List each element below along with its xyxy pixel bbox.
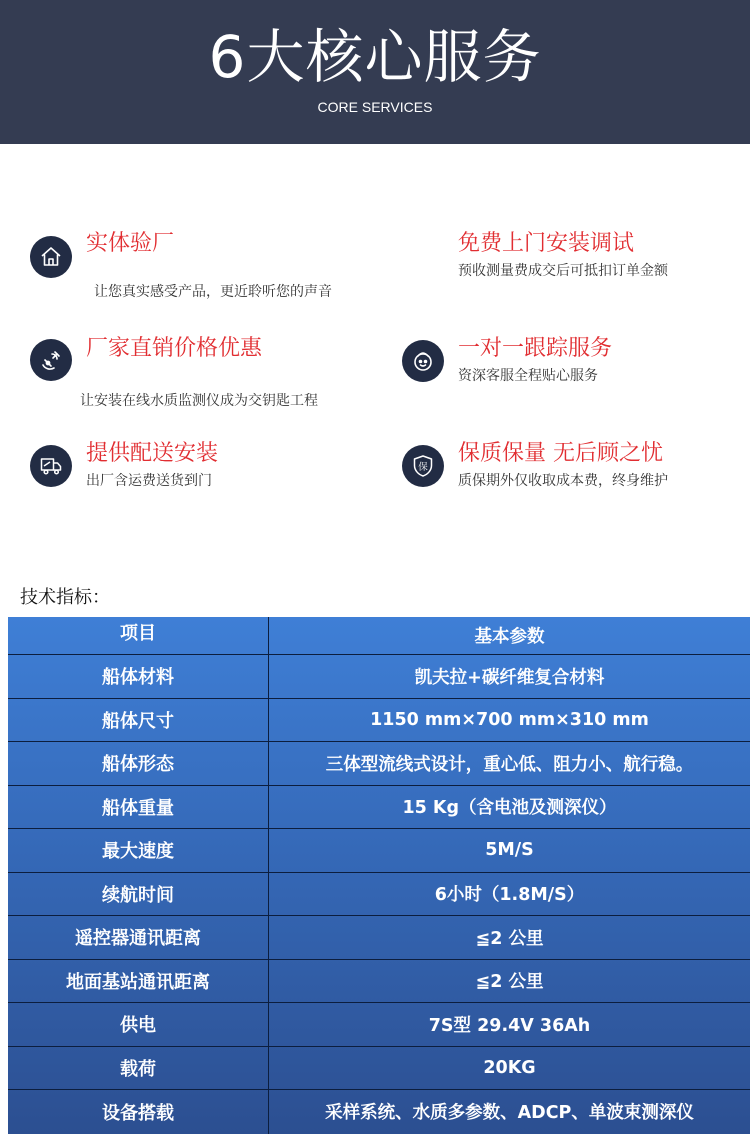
service-title: 厂家直销价格优惠 <box>86 336 263 361</box>
spec-label: 船体重量 <box>8 786 269 829</box>
house-icon <box>30 236 72 278</box>
service-desc: 质保期外仅收取成本费，终身维护 <box>458 473 668 489</box>
spec-label: 载荷 <box>8 1047 269 1090</box>
spec-label: 船体材料 <box>8 655 269 698</box>
table-row <box>8 873 750 917</box>
spec-label: 续航时间 <box>8 873 269 916</box>
spec-label: 供电 <box>8 1003 269 1046</box>
service-title: 一对一跟踪服务 <box>458 336 613 361</box>
spec-value: 5M/S <box>485 840 534 861</box>
spec-value: 三体型流线式设计，重心低、阻力小、航行稳。 <box>325 754 694 775</box>
service-title: 免费上门安装调试 <box>458 231 635 256</box>
spec-value: 7S型 29.4V 36Ah <box>428 1015 591 1036</box>
spec-value: ≦2 公里 <box>475 972 544 993</box>
spec-label: 设备搭载 <box>8 1090 269 1134</box>
spec-heading: 技术指标： <box>20 587 110 608</box>
spec-table <box>8 617 750 1134</box>
hero-subtitle: CORE SERVICES <box>317 99 433 115</box>
spec-label: 船体尺寸 <box>8 699 269 742</box>
service-desc: 资深客服全程贴心服务 <box>458 368 598 384</box>
spec-label: 地面基站通讯距离 <box>8 960 269 1003</box>
spec-label: 最大速度 <box>8 829 269 872</box>
spec-value: 凯夫拉+碳纤维复合材料 <box>414 667 605 688</box>
service-desc: 出厂含运费送货到门 <box>86 473 212 489</box>
table-row <box>8 655 750 699</box>
spec-label: 遥控器通讯距离 <box>8 916 269 959</box>
spec-value: 1150 mm×700 mm×310 mm <box>370 709 649 730</box>
spec-value: 20KG <box>483 1057 536 1078</box>
service-title: 实体验厂 <box>86 231 175 256</box>
table-row <box>8 1090 750 1134</box>
table-row <box>8 742 750 786</box>
table-row <box>8 1003 750 1047</box>
table-header-row <box>8 617 750 655</box>
service-desc: 让您真实感受产品，更近聆听您的声音 <box>94 284 332 300</box>
service-title: 保质保量 无后顾之忧 <box>458 441 663 466</box>
service-title: 提供配送安装 <box>86 441 219 466</box>
customer-service-icon <box>402 340 444 382</box>
column-header: 项目 <box>8 617 269 654</box>
hero-title: 6大核心服务 <box>208 23 542 91</box>
table-row <box>8 829 750 873</box>
shield-label: 保 <box>418 462 428 473</box>
table-row <box>8 699 750 743</box>
table-row <box>8 916 750 960</box>
spec-value: 6小时（1.8M/S） <box>434 885 585 906</box>
table-row <box>8 960 750 1004</box>
table-row <box>8 1047 750 1091</box>
hero-banner <box>0 0 750 144</box>
spec-value: ≦2 公里 <box>475 928 544 949</box>
shield-icon <box>402 445 444 487</box>
spec-value: 采样系统、水质多参数、ADCP、单波束测深仪 <box>325 1103 694 1124</box>
delivery-truck-icon <box>30 445 72 487</box>
service-desc: 让安装在线水质监测仪成为交钥匙工程 <box>80 393 318 409</box>
service-desc: 预收测量费成交后可抵扣订单金额 <box>458 263 668 279</box>
spec-value: 15 Kg（含电池及测深仪） <box>402 798 617 819</box>
satellite-icon <box>30 339 72 381</box>
spec-label: 船体形态 <box>8 742 269 785</box>
column-header: 基本参数 <box>474 627 545 647</box>
table-row <box>8 786 750 830</box>
